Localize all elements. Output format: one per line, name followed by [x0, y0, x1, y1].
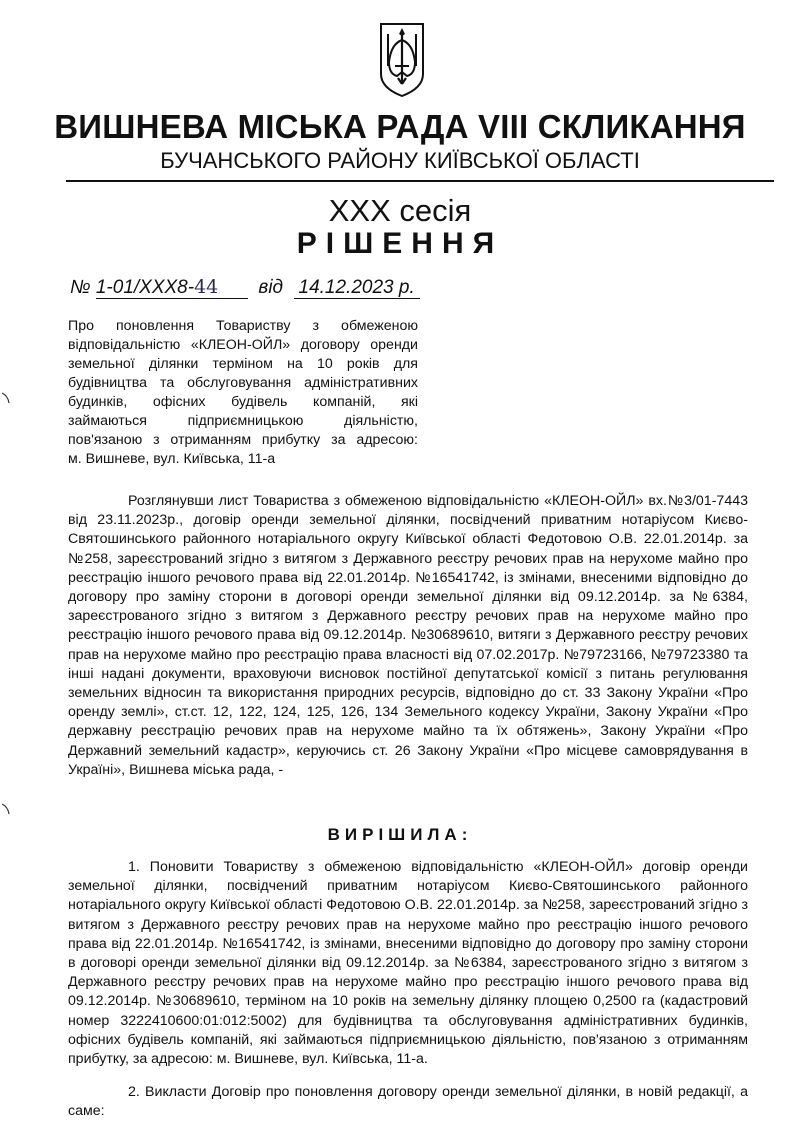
decision-subject [68, 317, 418, 469]
resolved-heading: ВИРІШИЛА: [327, 825, 473, 844]
subject-line: будівництва та обслуговування адміністративних [68, 375, 418, 391]
subject-line: пов'язаною з отриманням прибутку за адресою: [68, 432, 418, 448]
council-title: ВИШНЕВА МІСЬКА РАДА VIII СКЛИКАННЯ [54, 108, 746, 145]
scan-edge-mark [2, 392, 10, 404]
number-sign: № [70, 277, 91, 298]
decision-number-line [70, 277, 420, 299]
preamble-paragraph: Розглянувши лист Товариства з обмеженою відповідальністю «КЛЕОН-ОЙЛ» вх.№3/01-7443 від 23.11.2023р., договір оренди земельної ділянки, посвідчений приватним нотаріусом Києво-Святошинського районного нотаріального округу Київської області Федотовою О.В. 22.01.2014р. за №258, зареєстрований згідно з витягом з Державного реєстру речових прав на нерухоме майно про реєстрацію іншого речового права від 22.01.2014р. №16541742, із змінами, внесеними відповідно до договору про заміну сторони в договорі оренди земельної ділянки від 09.12.2014р. за №6384, зареєстрованого згідно з витягом з Державного реєстру речових прав на нерухоме майно про реєстрацію іншого речового права від 09.12.2014р. №30689610, витяги з Державного реєстру речових прав на нерухоме майно про реєстрацію права власності від 07.02.2017р. №79723166, №79723380 та інші надані документи, враховуючи висновок постійної депутатської комісії з питань регулювання земельних відносин та використання природних ресурсів, відповідно до ст. 33 Закону України «Про оренду землі», ст.ст. 12, 122, 124, 125, 126, 134 Земельного кодексу України, Закону України «Про державну реєстрацію речових прав на нерухоме майно та їх обтяжень», Закону України «Про Державний земельний кадастр», керуючись ст. 26 Закону України «Про місцеве самоврядування в Україні», Вишнева міська рада, - [68, 493, 748, 778]
item-1-paragraph: 1. Поновити Товариству з обмеженою відповідальністю «КЛЕОН-ОЙЛ» договір оренди земельної ділянки, посвідчений приватним нотаріусом Києво-Святошинського районного нотаріального округу Київської області Федотовою О.В. 22.01.2014р. за №258, зареєстрований згідно з витягом з Державного реєстру речових прав на нерухоме майно про реєстрацію іншого речового права від 22.01.2014р. №16541742, із змінами, внесеними відповідно до договору про заміну сторони в договорі оренди земельної ділянки від 09.12.2014р. за №6384, зареєстрованого згідно з витягом з Державного реєстру речових прав на нерухоме майно про реєстрацію іншого речового права від 09.12.2014р. №30689610, терміном на 10 років на земельну ділянку площею 0,2500 га (кадастровий номер 3222410600:01:012:5002) для будівництва та обслуговування адміністративних будинків, офісних будівель компаній, які займаються підприємницькою діяльністю, пов'язаною з отриманням прибутку, за адресою: м. Вишневе, вул. Київська, 11-а. [68, 859, 748, 1068]
subject-line: займаються підприємницькою діяльністю, [68, 413, 418, 429]
subject-line: будинків, офісних будівель компаній, які [68, 394, 418, 410]
subject-line: м. Вишневе, вул. Київська, 11-а [68, 451, 276, 467]
header-divider [66, 180, 774, 182]
subject-line: земельної ділянки терміном на 10 років для [68, 356, 418, 372]
number-prefix: 1-01/XXX8- [95, 277, 195, 298]
decision-number [96, 277, 248, 299]
subject-line: Про поновлення Товариству з обмеженою [68, 318, 418, 334]
subject-line: відповідальністю «КЛЕОН-ОЙЛ» договору оренди [68, 337, 418, 353]
trident-coat-of-arms-icon [377, 22, 427, 98]
item-2-paragraph: 2. Викласти Договір про поновлення договору оренди земельної ділянки, в новій редакції, а саме: [68, 1084, 748, 1120]
session-label: XXX сесія [328, 193, 472, 228]
scan-edge-mark [2, 803, 10, 815]
decision-date: 14.12.2023 р. [294, 278, 420, 299]
date-label: від [258, 277, 284, 298]
handwritten-number: 44 [194, 276, 219, 298]
decision-heading: РІШЕННЯ [296, 227, 504, 260]
council-subtitle: БУЧАНСЬКОГО РАЙОНУ КИЇВСЬКОЇ ОБЛАСТІ [160, 148, 640, 173]
